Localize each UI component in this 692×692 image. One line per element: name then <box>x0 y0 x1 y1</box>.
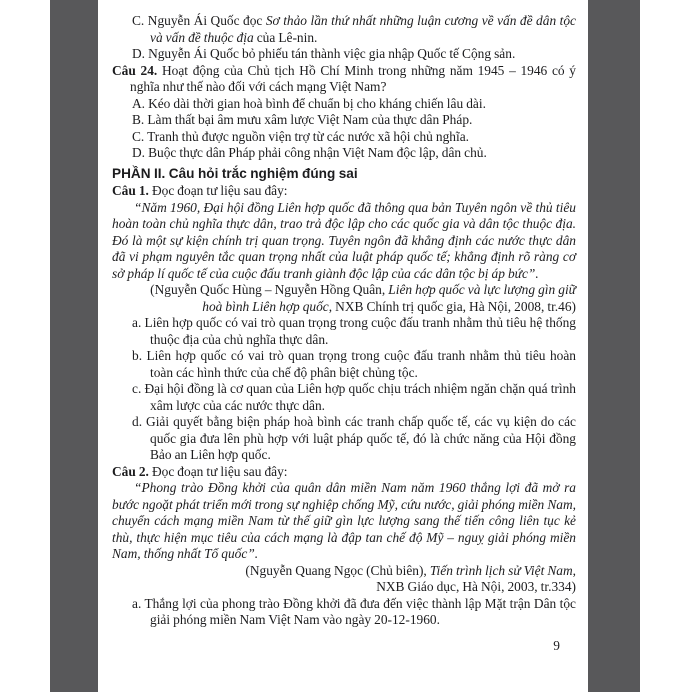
q2-quote <box>112 480 576 563</box>
text-segment: Câu 24. <box>112 62 158 78</box>
text-segment: d. Giải quyết bằng biện pháp hoà bình các tranh chấp quốc tế, các vụ kiện do các quốc gia đưa lên phù hợp với luật pháp quốc tế, đó là chức năng của Hội đồng Bảo an Liên hợp quốc. <box>132 414 576 462</box>
q1-option-a <box>132 315 576 348</box>
text-segment: c. Đại hội đồng là cơ quan của Liên hợp quốc chịu trách nhiệm ngăn chặn quá trình xâm lược của các nước thực dân. <box>132 381 576 413</box>
text-segment: D. Buộc thực dân Pháp phải công nhận Việt Nam độc lập, dân chủ. <box>132 145 487 160</box>
q2-source-line-2 <box>112 579 576 596</box>
q23-option-d <box>132 46 576 63</box>
text-segment: D. Nguyễn Ái Quốc bỏ phiếu tán thành việc gia nhập Quốc tế Cộng sản. <box>132 46 516 61</box>
text-segment: Tiến trình lịch sử Việt Nam <box>429 562 573 578</box>
text-segment: của Lê-nin. <box>253 29 318 45</box>
text-segment: C. Tranh thủ được nguồn viện trợ từ các nước xã hội chủ nghĩa. <box>132 128 470 144</box>
text-segment: (Nguyễn Quốc Hùng – Nguyễn Hồng Quân, <box>150 282 389 297</box>
text-segment: a. Thắng lợi của phong trào Đồng khởi đã đưa đến việc thành lập Mặt trận Dân tộc giải phóng miền Nam Việt Nam vào ngày 20-12-1960. <box>132 595 576 627</box>
text-segment: (Nguyễn Quang Ngọc (Chủ biên), <box>245 562 430 578</box>
q1-option-c <box>132 381 576 414</box>
text-segment: A. Kéo dài thời gian hoà bình để chuẩn bị cho kháng chiến lâu dài. <box>132 95 486 111</box>
q1-source-line-2 <box>112 299 576 316</box>
q1-quote <box>112 200 576 283</box>
q1-option-d <box>132 414 576 464</box>
text-segment: C. Nguyễn Ái Quốc đọc <box>132 13 266 28</box>
text-segment: Câu 2. <box>112 463 149 479</box>
text-segment: a. Liên hợp quốc có vai trò quan trọng trong cuộc đấu tranh nhằm thủ tiêu hệ thống thuộc địa của chủ nghĩa thực dân. <box>132 315 576 347</box>
text-segment: , <box>572 562 576 578</box>
text-segment: hoà bình Liên hợp quốc <box>202 298 329 314</box>
text-segment: “Năm 1960, Đại hội đồng Liên hợp quốc đã thông qua bản Tuyên ngôn về thủ tiêu hoàn toàn chủ nghĩa thực dân, trao trả độc lập cho các quốc gia và dân tộc thuộc địa. Đó là một sự kiện chính trị quan trọng. Tuyên ngôn đã khẳng định các nước thực dân đã vi phạm nguyên tắc quan trọng nhất của luật pháp quốc tế; khẳng định rõ ràng cơ sở pháp lí quốc tế của cuộc đấu tranh giành độc lập của các dân tộc bị áp bức”. <box>112 199 576 281</box>
text-segment: Đọc đoạn tư liệu sau đây: <box>148 463 288 479</box>
text-segment: “Phong trào Đồng khởi của quân dân miền Nam năm 1960 thắng lợi đã mở ra bước ngoặt phát triển mới trong sự nghiệp chống Mỹ, cứu nước, giải phóng miền Nam, chuyển cách mạng miền Nam từ thế giữ gìn lực lượng sang thế tiến công liên tục kẻ thù, thực hiện mục tiêu của cách mạng là đập tan chế độ Mỹ – nguỵ giải phóng miền Nam, thống nhất Tổ quốc”. <box>112 480 576 561</box>
question-24 <box>112 63 576 96</box>
photo-backdrop-right-strip <box>588 0 640 692</box>
text-segment: NXB Giáo dục, Hà Nội, 2003, tr.334) <box>376 579 576 594</box>
q23-option-c <box>132 13 576 46</box>
text-segment: PHẦN II. Câu hỏi trắc nghiệm đúng sai <box>112 165 358 181</box>
part-2-heading <box>112 166 576 183</box>
q24-option-c <box>132 129 576 146</box>
question-1 <box>112 183 576 200</box>
photo-backdrop-left-strip <box>50 0 98 692</box>
text-segment: Đọc đoạn tư liệu sau đây: <box>148 183 288 198</box>
text-segment: Sơ thảo lần thứ nhất những luận cương về vấn đề dân tộc và vấn đề thuộc địa <box>150 13 576 45</box>
question-2 <box>112 464 576 481</box>
text-segment: Câu 1. <box>112 183 149 198</box>
text-segment: B. Làm thất bại âm mưu xâm lược Việt Nam của thực dân Pháp. <box>132 112 473 127</box>
text-segment: b. Liên hợp quốc có vai trò quan trọng trong cuộc đấu tranh nhằm thủ tiêu hoàn toàn các hình thức của chế độ phân biệt chủng tộc. <box>132 348 576 380</box>
page-number: 9 <box>553 637 560 653</box>
text-segment: Hoạt động của Chủ tịch Hồ Chí Minh trong những năm 1945 – 1946 có ý nghĩa như thế nào đối với cách mạng Việt Nam? <box>130 62 576 94</box>
q2-source-line-1 <box>112 563 576 580</box>
text-segment: , NXB Chính trị quốc gia, Hà Nội, 2008, tr.46) <box>328 298 576 314</box>
q24-option-a <box>132 96 576 113</box>
q24-option-b <box>132 112 576 129</box>
q2-option-a <box>132 596 576 629</box>
text-segment: Liên hợp quốc và lực lượng gìn giữ <box>388 282 576 297</box>
q24-option-d <box>132 145 576 162</box>
q1-source-line-1 <box>112 282 576 299</box>
page-content <box>112 13 576 654</box>
q1-option-b <box>132 348 576 381</box>
